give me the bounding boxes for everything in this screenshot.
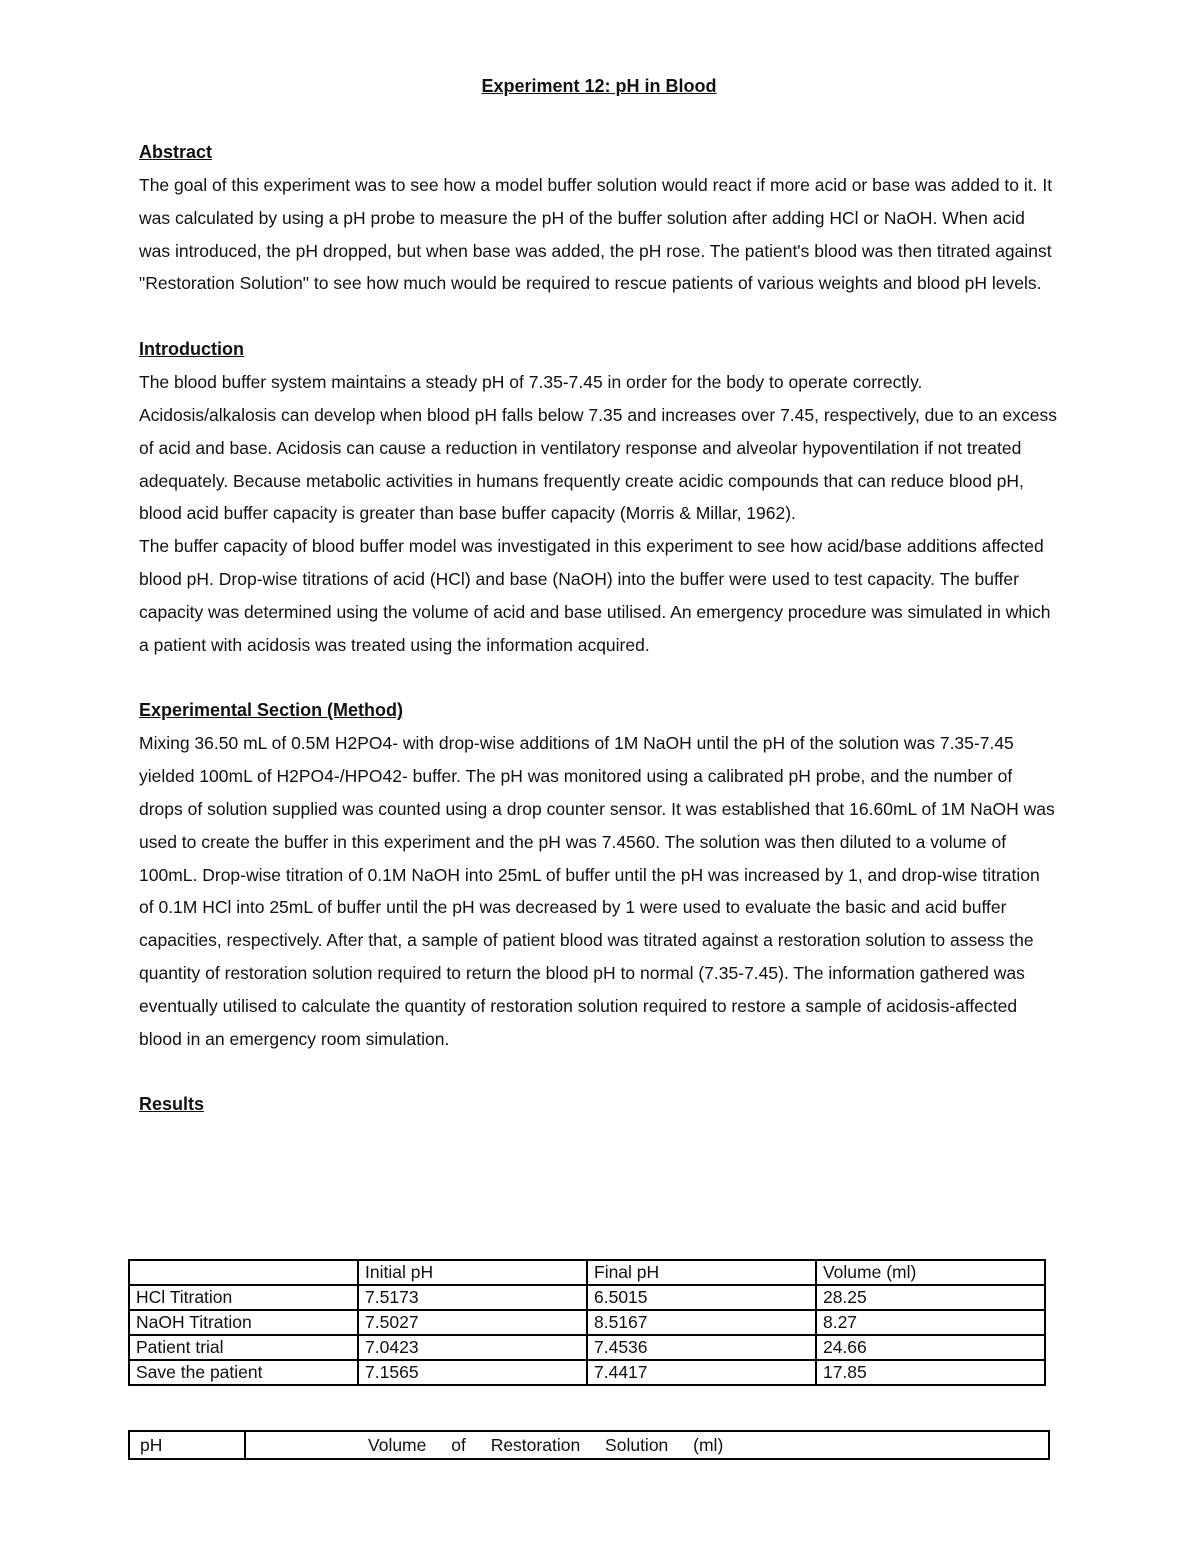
table-cell: 7.5027 bbox=[358, 1310, 587, 1335]
table-header-cell: Initial pH bbox=[358, 1260, 587, 1285]
table-row bbox=[129, 1310, 1045, 1335]
ph-header-cell: pH bbox=[129, 1431, 245, 1459]
method-heading: Experimental Section (Method) bbox=[139, 700, 404, 721]
table-cell: Save the patient bbox=[129, 1360, 358, 1385]
document-title: Experiment 12: pH in Blood bbox=[481, 76, 717, 96]
method-text: Mixing 36.50 mL of 0.5M H2PO4- with drop-wise additions of 1M NaOH until the pH of the solution was 7.35-7.45 yielded 100mL of H2PO4-/HPO42- buffer. The pH was monitored using a calibrated pH probe, and the number of drops of solution supplied was counted using a drop counter sensor. It was established that 16.60mL of 1M NaOH was used to create the buffer in this experiment and the pH was 7.4560. The solution was then diluted to a volume of 100mL. Drop-wise titration of 0.1M NaOH into 25mL of buffer until the pH was increased by 1, and drop-wise titration of 0.1M HCl into 25mL of buffer until the pH was decreased by 1 were used to evaluate the basic and acid buffer capacities, respectively. After that, a sample of patient blood was titrated against a restoration solution to assess the quantity of restoration solution required to return the blood pH to normal (7.35-7.45). The information gathered was eventually utilised to calculate the quantity of restoration solution required to restore a sample of acidosis-affected blood in an emergency room simulation. bbox=[139, 733, 1055, 1049]
table-row bbox=[129, 1285, 1045, 1310]
abstract-text: The goal of this experiment was to see how a model buffer solution would react if more acid or base was added to it. It was calculated by using a pH probe to measure the pH of the buffer solution after adding HCl or NaOH. When acid was introduced, the pH dropped, but when base was added, the pH rose. The patient's blood was then titrated against "Restoration Solution" to see how much would be required to rescue patients of various weights and blood pH levels. bbox=[139, 175, 1053, 294]
table-cell: 7.4536 bbox=[587, 1335, 816, 1360]
table-row bbox=[129, 1335, 1045, 1360]
table-cell: NaOH Titration bbox=[129, 1310, 358, 1335]
introduction-heading: Introduction bbox=[139, 339, 244, 360]
table-header-cell: Final pH bbox=[587, 1260, 816, 1285]
table-cell: Patient trial bbox=[129, 1335, 358, 1360]
table-header-cell bbox=[129, 1260, 358, 1285]
table-cell: 7.4417 bbox=[587, 1360, 816, 1385]
table-cell: 6.5015 bbox=[587, 1285, 816, 1310]
introduction-text-2: The buffer capacity of blood buffer model was investigated in this experiment to see how acid/base additions affected blood pH. Drop-wise titrations of acid (HCl) and base (NaOH) into the buffer were used to test capacity. The buffer capacity was determined using the volume of acid and base utilised. An emergency procedure was simulated in which a patient with acidosis was treated using the information acquired. bbox=[139, 536, 1051, 655]
table-header-cell: Volume (ml) bbox=[816, 1260, 1045, 1285]
table-header-row bbox=[129, 1431, 1049, 1459]
table-cell: 17.85 bbox=[816, 1360, 1045, 1385]
abstract-heading: Abstract bbox=[139, 142, 213, 162]
table-cell: HCl Titration bbox=[129, 1285, 358, 1310]
table-row bbox=[129, 1360, 1045, 1385]
table-cell: 24.66 bbox=[816, 1335, 1045, 1360]
table-header-row bbox=[129, 1260, 1045, 1285]
introduction-text-1: The blood buffer system maintains a steady pH of 7.35-7.45 in order for the body to operate correctly. Acidosis/alkalosis can develop when blood pH falls below 7.35 and increases over 7.45, respectively, due to an excess of acid and base. Acidosis can cause a reduction in ventilatory response and alveolar hypoventilation if not treated adequately. Because metabolic activities in humans frequently create acidic compounds that can reduce blood pH, blood acid buffer capacity is greater than base buffer capacity (Morris & Millar, 1962). bbox=[139, 372, 1057, 524]
table-cell: 8.5167 bbox=[587, 1310, 816, 1335]
table-cell: 7.1565 bbox=[358, 1360, 587, 1385]
table-cell: 8.27 bbox=[816, 1310, 1045, 1335]
document-page bbox=[139, 70, 1059, 1121]
table-cell: 28.25 bbox=[816, 1285, 1045, 1310]
table-cell: 7.0423 bbox=[358, 1335, 587, 1360]
ph-volume-table bbox=[128, 1430, 1050, 1460]
table-cell: 7.5173 bbox=[358, 1285, 587, 1310]
volume-header-cell: Volume of Restoration Solution (ml) bbox=[245, 1431, 1049, 1459]
results-table bbox=[128, 1259, 1046, 1386]
results-heading: Results bbox=[139, 1094, 205, 1115]
